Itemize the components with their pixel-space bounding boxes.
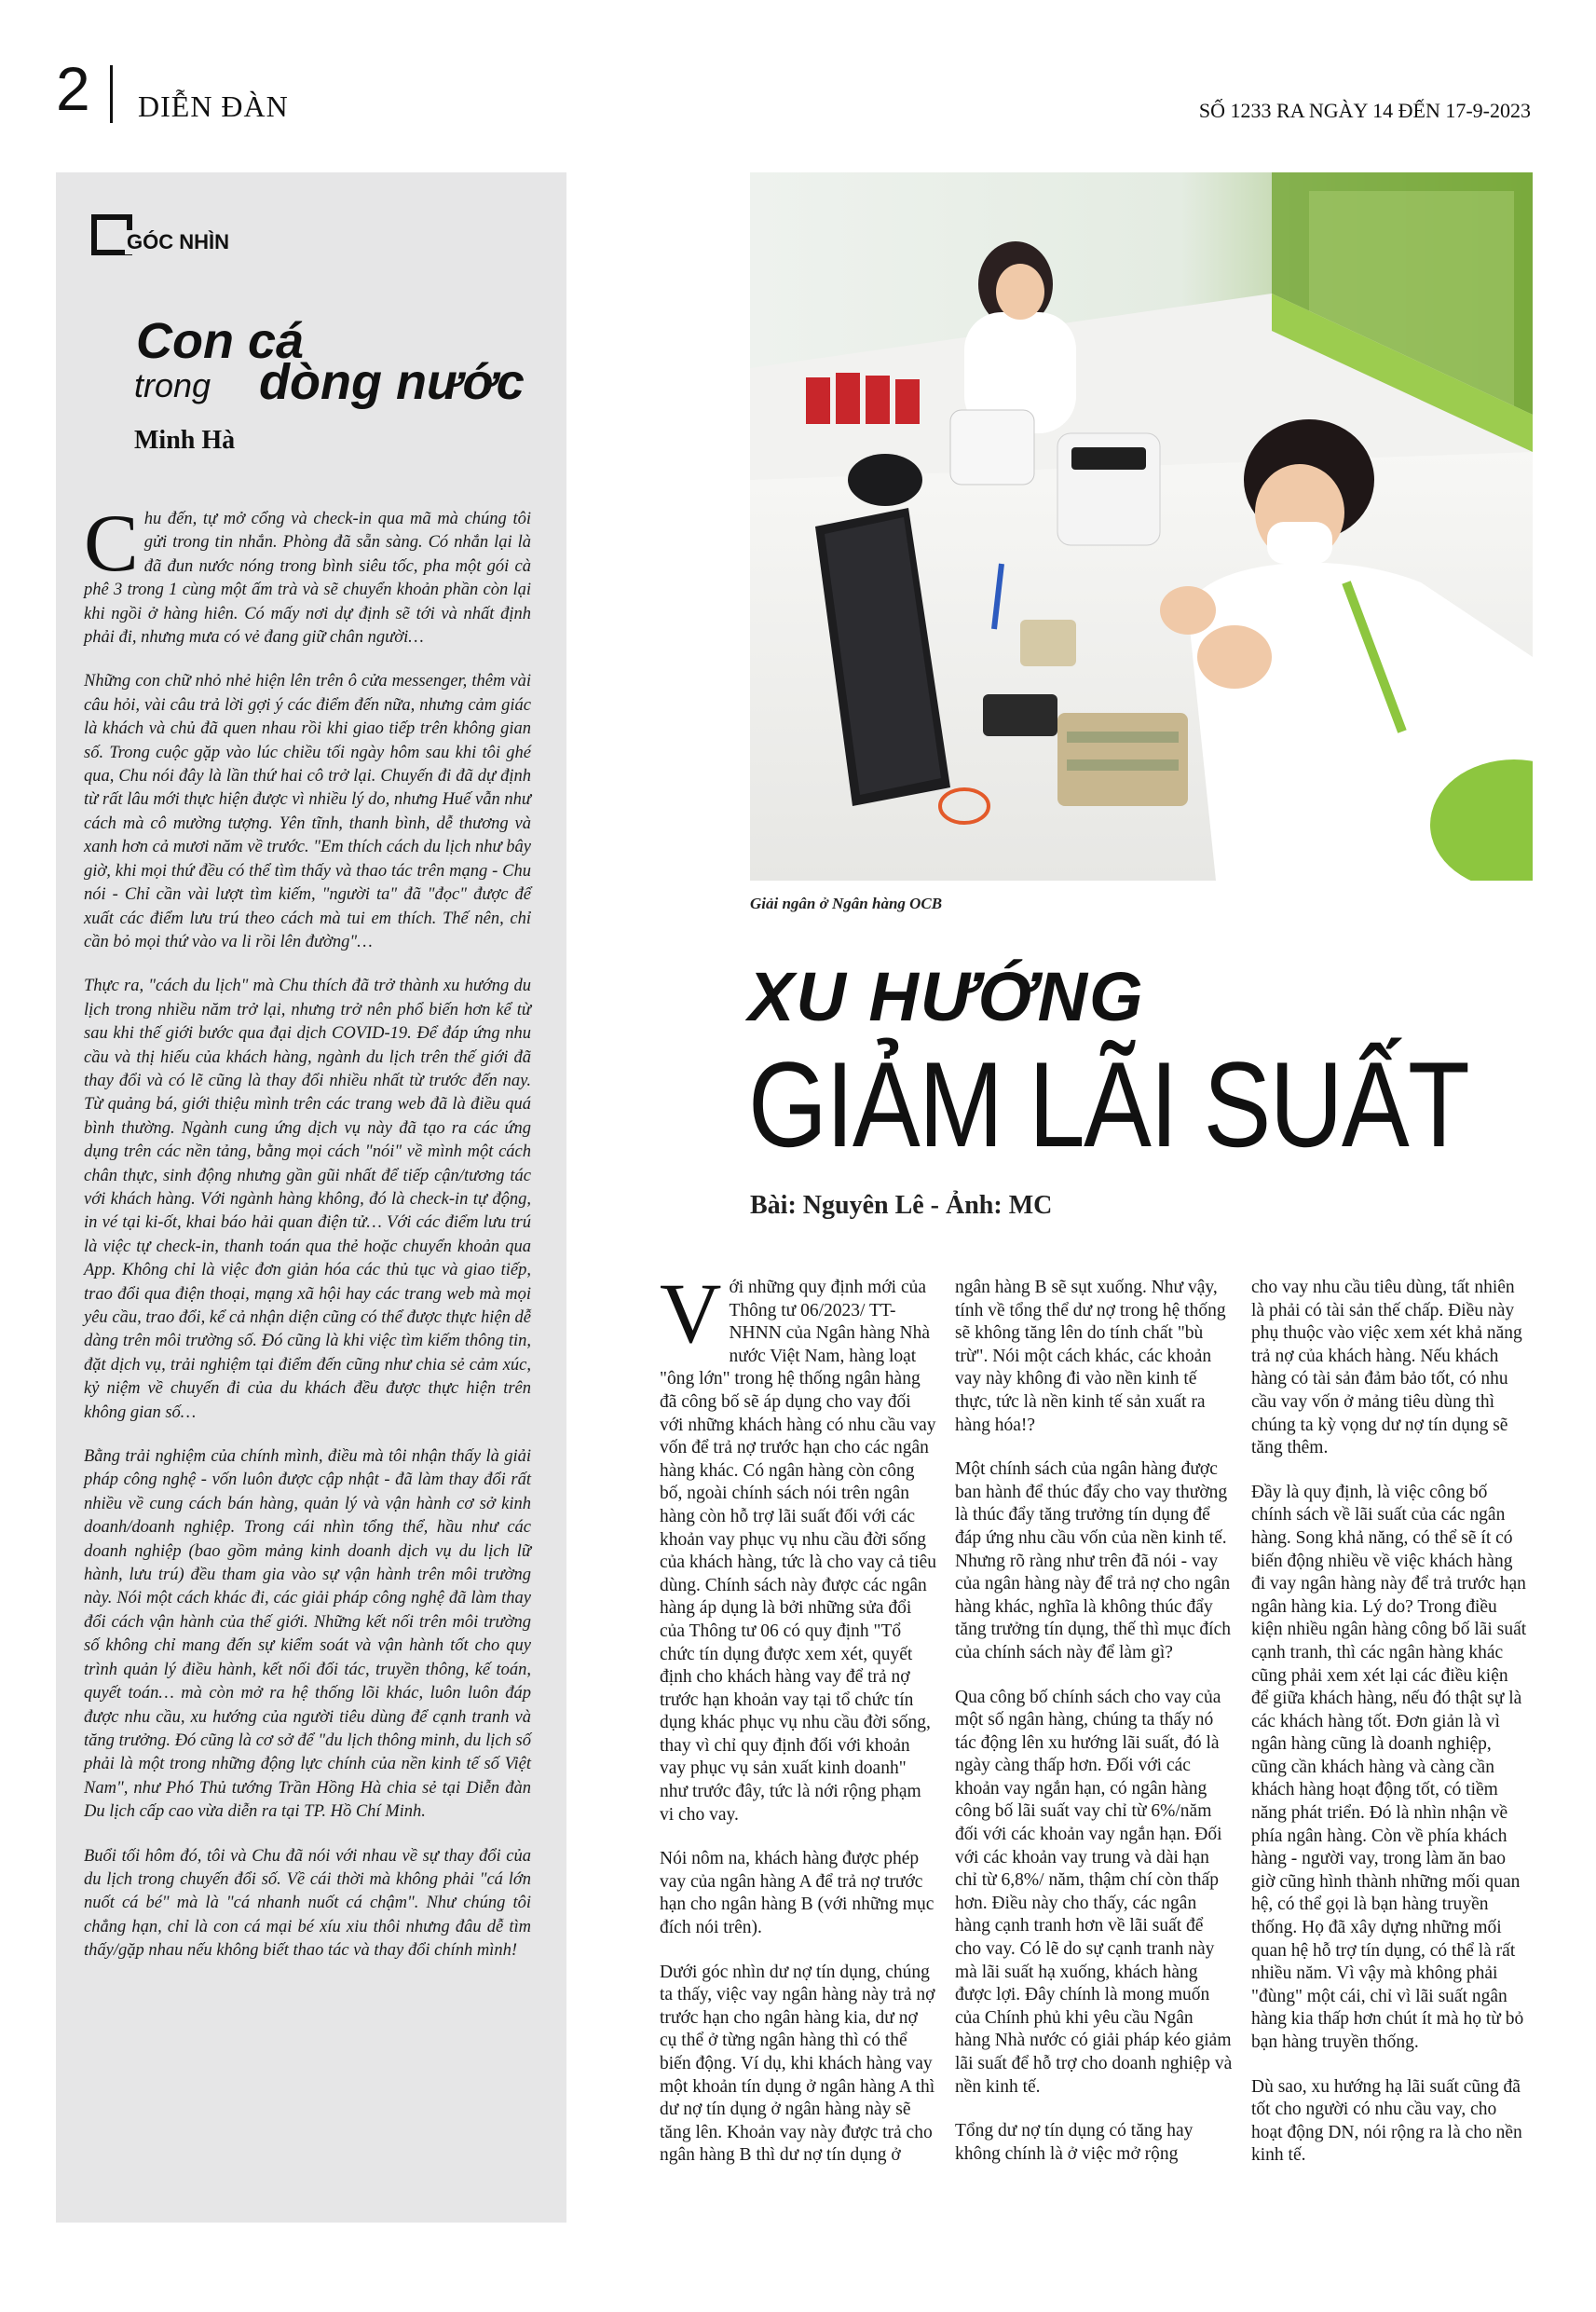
photo-caption: Giải ngân ở Ngân hàng OCB (750, 895, 943, 912)
sidebar-dropcap: C (84, 499, 139, 589)
sidebar-author: Minh Hà (134, 426, 236, 455)
article-dropcap: V (660, 1265, 722, 1361)
sidebar-body (84, 499, 531, 1984)
section-name: DIỄN ĐÀN (138, 89, 289, 123)
sidebar-paragraph: Chu đến, tự mở cổng và check-in qua mã mà chúng tôi gửi trong tin nhắn. Phòng đã sẵn sàng. Có nhắn lại là đã đun nước nóng trong bình siêu tốc, pha một gói cà phê 3 trong 1 cùng một ấm trà và sẽ chuyển khoản phần còn lại khi ngồi ở hàng hiên. Có mấy nơi dự định sẽ tới và nhất định phải đi, nhưng mưa có vẻ đang giữ chân người… (84, 499, 531, 648)
article-paragraph: Tổng dư nợ tín dụng có tăng hay không chính là ở việc mở rộng (955, 2121, 1194, 2164)
bank-teller-illustration (750, 172, 1533, 881)
sidebar-section-label: GÓC NHÌN (127, 230, 229, 253)
article-title-line2: GIẢM LÃI SUẤT (748, 1036, 1469, 1172)
article-paragraph: Dưới góc nhìn dư nợ tín dụng, chúng ta thấy, việc vay ngân hàng này trả nợ trước hạn cho ngân hàng kia, dư nợ cụ thể ở từng ngân hàng thì có thể biến động. Ví dụ, khi khách hàng vay một khoản tín dụng ở ngân hàng A thì dư nợ tín dụng ở ngân hàng này sẽ tăng lên. Khoản vay này được trả cho ngân hàng B thì dư nợ tín dụng ở (660, 1962, 935, 2166)
sidebar-paragraph: Thực ra, "cách du lịch" mà Chu thích đã trở thành xu hướng du lịch trong nhiều năm trở lại, nhưng trở nên phổ biến hơn kể từ sau khi thế giới bước qua đại dịch COVID-19. Để đáp ứng nhu cầu và thị hiếu của khách hàng, ngành du lịch trên thế giới đã thay đổi và có lẽ cũng là thay đổi nhiều nhất từ trước đến nay. Từ quảng bá, giới thiệu mình trên các trang web đã là điều quá bình thường. Ngành cung ứng dịch vụ này đã tạo ra các ứng dụng trên các nền tảng, bằng mọi cách "nói" về mình một cách chân thực, sinh động nhưng gần gũi nhất để tiếp cận/tương tác với khách hàng. Với ngành hàng không, đó là check-in tự động, in vé tại ki-ốt, khai báo hải quan điện tử… Với các điểm lưu trú là việc tự check-in, thanh toán qua thẻ hoặc chuyển khoản qua App. Không chỉ là việc đơn giản hóa các thủ tục và giao tiếp, trao đổi qua điện thoại, mạng xã hội hay các trang web mà mọi yêu cầu, trao đổi, kể cả nhận diện cũng có thể được thực hiện dễ dàng trên môi trường số. Đó cũng là khi việc tìm kiếm thông tin, đặt dịch vụ, trải nghiệm tại điểm đến cũng như chia sẻ cảm xúc, kỷ niệm về chuyến đi của du khách đều được thực hiện trên không gian số… (84, 977, 531, 1422)
article-paragraph: Qua công bố chính sách cho vay của một số ngân hàng, chúng ta thấy nó tác động lên xu hướng lãi suất, đó là ngày càng thấp hơn. Đối với các khoản vay ngắn hạn, có ngân hàng công bố lãi suất vay chỉ từ 6%/năm đối với các khoản vay ngắn hạn. Đối với các khoản vay trung và dài hạn chỉ từ 6,8%/ năm, thậm chí còn thấp hơn. Điều này cho thấy, các ngân hàng cạnh tranh hơn về lãi suất để cho vay. Có lẽ do sự cạnh tranh này mà lãi suất hạ xuống, khách hàng được lợi. Đây chính là mong muốn của Chính phủ khi yêu cầu Ngân hàng Nhà nước có giải pháp kéo giảm lãi suất để hỗ trợ cho doanh nghiệp và nền kinh tế. (955, 1687, 1233, 2097)
page-number: 2 (56, 54, 90, 123)
sidebar-paragraph: Những con chữ nhỏ nhẻ hiện lên trên ô cửa messenger, thêm vài câu hỏi, vài câu trả lời gợi ý các điểm đến nữa, nhưng cảm giác là khách và chủ đã quen nhau rồi khi giao tiếp trên không gian số. Trong cuộc gặp vào lúc chiều tối ngày hôm sau khi tôi ghé qua, Chu nói đây là lần thứ hai cô trở lại. Chuyến đi đã dự định từ rất lâu mới thực hiện được vì nhiều lý do, nhưng Huế vẫn như cách mà cô mường tượng. Yên tĩnh, thanh bình, dễ thương và xanh hơn cả mươi năm về trước. "Em thích cách du lịch như bây giờ, khi mọi thứ đều có thể tìm thấy và thao tác trên mạng - Chu nói - Chỉ cần vài lượt tìm kiếm, "người ta" đã "đọc" được để xuất các điểm lưu trú theo cách mà tui em thích. Thế nên, chỉ cần bỏ mọi thứ vào va li rồi lên đường"… (84, 672, 531, 951)
article-paragraph: ngân hàng B sẽ sụt xuống. Như vậy, tính về tổng thể dư nợ trong hệ thống sẽ không tăng lên do tính chất "bù trừ". Nói một cách khác, các khoản vay này không đi vào nền kinh tế thực, tức là nền kinh tế sản xuất ra hàng hóa!? (955, 1278, 1226, 1435)
sidebar-title-big: dòng nước (259, 354, 525, 410)
sidebar-column (56, 172, 566, 2223)
article-byline: Bài: Nguyên Lê - Ảnh: MC (750, 1191, 1053, 1220)
header-divider (110, 65, 113, 123)
article-paragraph: Nói nôm na, khách hàng được phép vay của ngân hàng A để trả nợ trước hạn cho ngân hàng B (với những mục đích nói trên). (660, 1849, 934, 1938)
article-paragraph: cho vay nhu cầu tiêu dùng, tất nhiên là phải có tài sản thế chấp. Điều này phụ thuộc vào việc xem xét khả năng trả nợ của khách hàng. Nếu khách hàng có tài sản đảm bảo tốt, có nhu cầu vay vốn ở mảng tiêu dùng thì chúng ta kỳ vọng dư nợ tín dụng sẽ tăng thêm. (1251, 1278, 1522, 1458)
article-title-line1: XU HƯỚNG (748, 958, 1145, 1035)
sidebar-title-line1: Con cá (136, 313, 305, 369)
article-paragraph: Một chính sách của ngân hàng được ban hành để thúc đẩy cho vay thường là thúc đẩy tăng trưởng tín dụng để đáp ứng nhu cầu vốn của nền kinh tế. Nhưng rõ ràng như trên đã nói - vay của ngân hàng này để trả nợ cho ngân hàng khác, nghĩa là không thúc đẩy tăng trưởng tín dụng, thế thì mục đích của chính sách này để làm gì? (955, 1459, 1232, 1662)
sidebar-paragraph: Buổi tối hôm đó, tôi và Chu đã nói với nhau về sự thay đổi của du lịch trong chuyến đổi số. Về cái thời mà không phải "cá lớn nuốt cá bé" mà là "cá nhanh nuốt cá chậm". Như chúng tôi chẳng hạn, chỉ là con cá mại bé xíu xiu thôi nhưng đâu dễ tìm thấy/gặp nhau nếu không biết thao tác và thay đổi chính mình! (84, 1846, 531, 1961)
article-photo (750, 172, 1533, 881)
article-paragraph: Dù sao, xu hướng hạ lãi suất cũng đã tốt cho người có nhu cầu vay, cho hoạt động DN, nói rộng ra là cho nền kinh tế. (1251, 2076, 1522, 2166)
article-column-2 (955, 1277, 1233, 2187)
sidebar-paragraph: Bằng trải nghiệm của chính mình, điều mà tôi nhận thấy là giải pháp công nghệ - vốn luôn được cập nhật - đã làm thay đổi rất nhiều về cung cách bán hàng, quản lý và vận hành cơ sở kinh doanh/doanh nghiệp. Trong cái nhìn tổng thể, hầu như các doanh nghiệp (bao gồm mảng kinh doanh dịch vụ du lịch lữ hành, lưu trú) đều tham gia vào sự vận hành trên môi trường này. Nói một cách khác đi, các giải pháp công nghệ đã làm thay đổi cách vận hành của thế giới. Những kết nối trên môi trường số không chỉ mang đến sự kiểm soát và vận hành tốt cho quy trình quản lý điều hành, kết nối đối tác, truyền thông, kế toán, quyết toán… mà còn mở ra hệ thống lõi khác, luôn luôn đáp được nhu cầu, xu hướng của người tiêu dùng để cạnh tranh và tăng trưởng. Đó cũng là cơ sở để "du lịch thông minh, du lịch số phải là một trong những động lực chính của nền kinh tế số Việt Nam", như Phó Thủ tướng Trần Hồng Hà chia sẻ tại Diễn đàn Du lịch cấp cao vừa diễn ra tại TP. Hồ Chí Minh. (84, 1447, 531, 1822)
sidebar-title-small: trong (134, 366, 211, 404)
issue-info: SỐ 1233 RA NGÀY 14 ĐẾN 17-9-2023 (1198, 99, 1531, 122)
article-paragraph: Đầy là quy định, là việc công bố chính sách về lãi suất của các ngân hàng. Song khả năng, có thể sẽ ít có biến động nhiều về việc khách hàng đi vay ngân hàng này để trả trước hạn ngân hàng kia. Lý do? Trong điều kiện nhiều ngân hàng công bố lãi suất cạnh tranh, thì các ngân hàng khác cũng phải xem xét lại các điều kiện để giữa khách hàng, nếu đó thật sự là các khách hàng tốt. Đơn giản là vì ngân hàng cũng là doanh nghiệp, cũng cần khách hàng và càng cần khách hàng hoạt động tốt, có tiềm năng phát triển. Đó là nhìn nhận về phía ngân hàng. Còn về phía khách hàng - người vay, trong làm ăn bao giờ cũng hình thành những mối quan hệ, có thể gọi là bạn hàng truyền thống. Họ đã xây dựng những mối quan hệ hỗ trợ tín dụng, có thể là rất nhiều năm. Vì vậy mà không phải "đùng" một cái, chỉ vì lãi suất ngân hàng kia thấp hơn chút ít mà họ từ bỏ bạn hàng truyền thống. (1251, 1482, 1527, 2052)
article-column-3 (1251, 1277, 1529, 2189)
article-column-1 (660, 1265, 937, 2189)
article-paragraph: Với những quy định mới của Thông tư 06/2023/ TT-NHNN của Ngân hàng Nhà nước Việt Nam, hàng loạt "ông lớn" trong hệ thống ngân hàng đã công bố sẽ áp dụng cho vay đối với những khách hàng có nhu cầu vay vốn để trả nợ trước hạn cho các ngân hàng khác. Có ngân hàng còn công bố, ngoài chính sách nói trên ngân hàng còn hỗ trợ lãi suất đối với các khoản vay phục vụ nhu cầu đời sống của khách hàng, tức là cho vay cả tiêu dùng. Chính sách này được các ngân hàng áp dụng là bởi những sửa đổi của Thông tư 06 có quy định "Tổ chức tín dụng được xem xét, quyết định cho khách hàng vay để trả nợ trước hạn khoản vay tại tổ chức tín dụng khác phục vụ nhu cầu đời sống, thay vì chỉ quy định đối với khoản vay phục vụ sản xuất kinh doanh" như trước đây, tức là nới rộng phạm vi cho vay. (660, 1265, 936, 1825)
